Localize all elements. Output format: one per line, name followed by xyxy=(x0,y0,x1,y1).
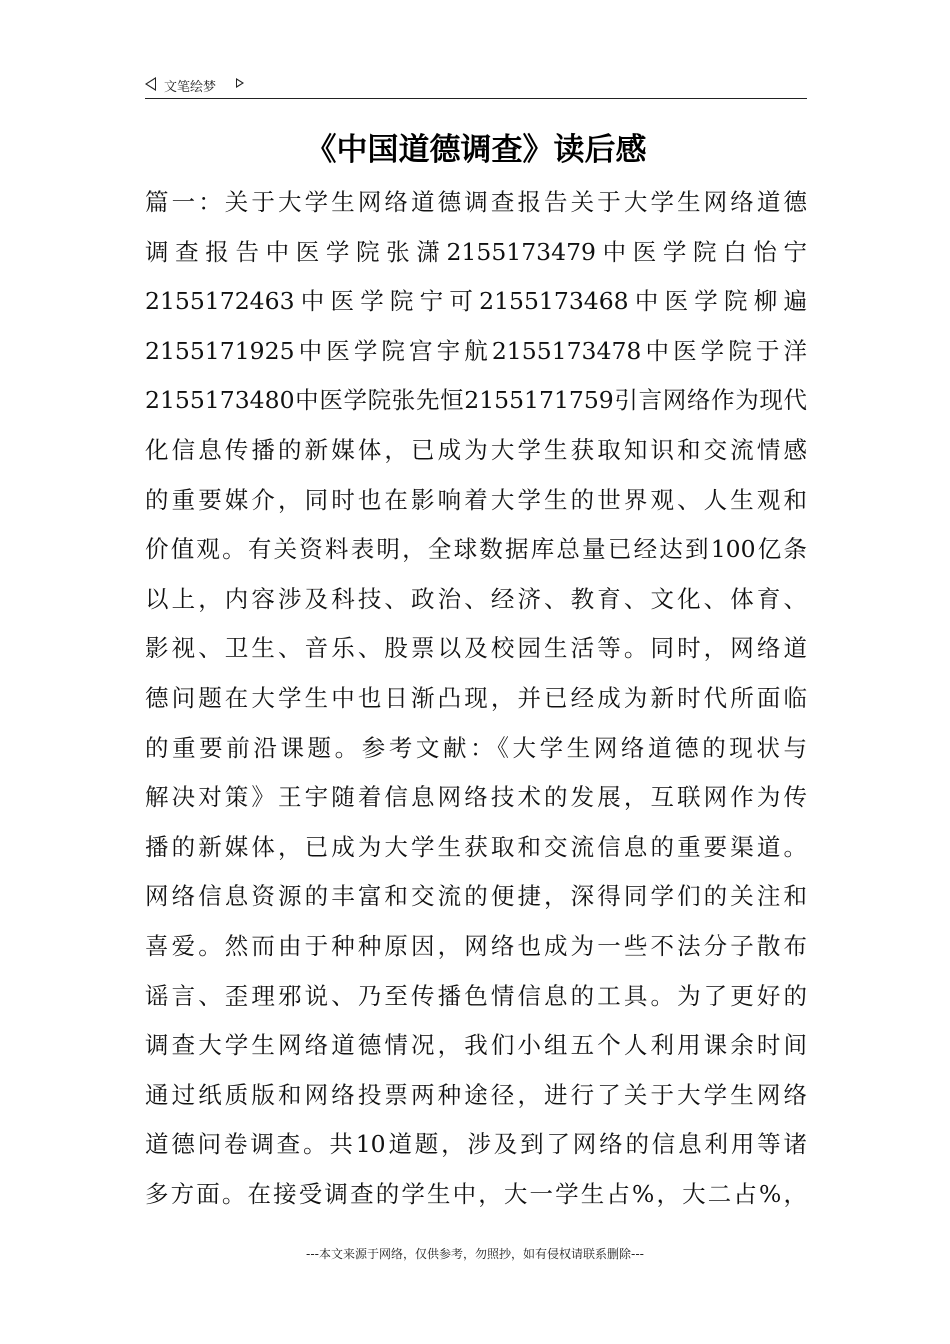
body-line: 谣言、歪理邪说、乃至传播色情信息的工具。为了更好的 xyxy=(145,981,807,1010)
header-brand: 文笔绘梦 xyxy=(164,80,217,95)
body-line: 多方面。在接受调查的学生中，大一学生占%，大二占%， xyxy=(145,1179,807,1208)
body-line: 网络信息资源的丰富和交流的便捷，深得同学们的关注和 xyxy=(145,882,807,911)
body-line: 篇一：关于大学生网络道德调查报告关于大学生网络道德 xyxy=(145,188,807,216)
body-line: 的重要媒介，同时也在影响着大学生的世界观、人生观和 xyxy=(145,485,807,514)
body-line: 通过纸质版和网络投票两种途径，进行了关于大学生网络 xyxy=(145,1080,807,1109)
body-line: 道德问卷调查。共10道题，涉及到了网络的信息利用等诸 xyxy=(145,1130,807,1159)
body-line: 化信息传播的新媒体，已成为大学生获取知识和交流情感 xyxy=(145,435,807,464)
body-line: 解决对策》王宇随着信息网络技术的发展，互联网作为传 xyxy=(145,783,807,812)
body-line: 价值观。有关资料表明，全球数据库总量已经达到100亿条 xyxy=(145,535,807,564)
source-disclaimer: ---本文来源于网络，仅供参考，勿照抄，如有侵权请联系删除--- xyxy=(306,1247,644,1261)
page-header xyxy=(145,72,807,99)
body-line: 喜爱。然而由于种种原因，网络也成为一些不法分子散布 xyxy=(145,931,807,960)
body-line: 影视、卫生、音乐、股票以及校园生活等。同时，网络道 xyxy=(145,634,807,663)
body-line: 以上，内容涉及科技、政治、经济、教育、文化、体育、 xyxy=(145,584,807,613)
body-line: 德问题在大学生中也日渐凸现，并已经成为新时代所面临 xyxy=(145,683,807,712)
body-line: 播的新媒体，已成为大学生获取和交流信息的重要渠道。 xyxy=(145,832,807,861)
right-triangle-icon xyxy=(236,78,244,88)
body-line: 2155172463中医学院宁可2155173468中医学院柳遍 xyxy=(145,287,807,316)
document-body xyxy=(145,178,807,1219)
body-line: 调查报告中医学院张潇2155173479中医学院白怡宁 xyxy=(145,237,807,266)
body-line: 的重要前沿课题。参考文献：《大学生网络道德的现状与 xyxy=(145,733,807,762)
left-triangle-icon xyxy=(145,77,156,91)
document-title: 《中国道德调查》读后感 xyxy=(305,132,647,168)
body-line: 2155173480中医学院张先恒2155171759引言网络作为现代 xyxy=(145,386,807,415)
body-line: 调查大学生网络道德情况，我们小组五个人利用课余时间 xyxy=(145,1031,807,1060)
body-line: 2155171925中医学院宫宇航2155173478中医学院于洋 xyxy=(145,336,807,365)
